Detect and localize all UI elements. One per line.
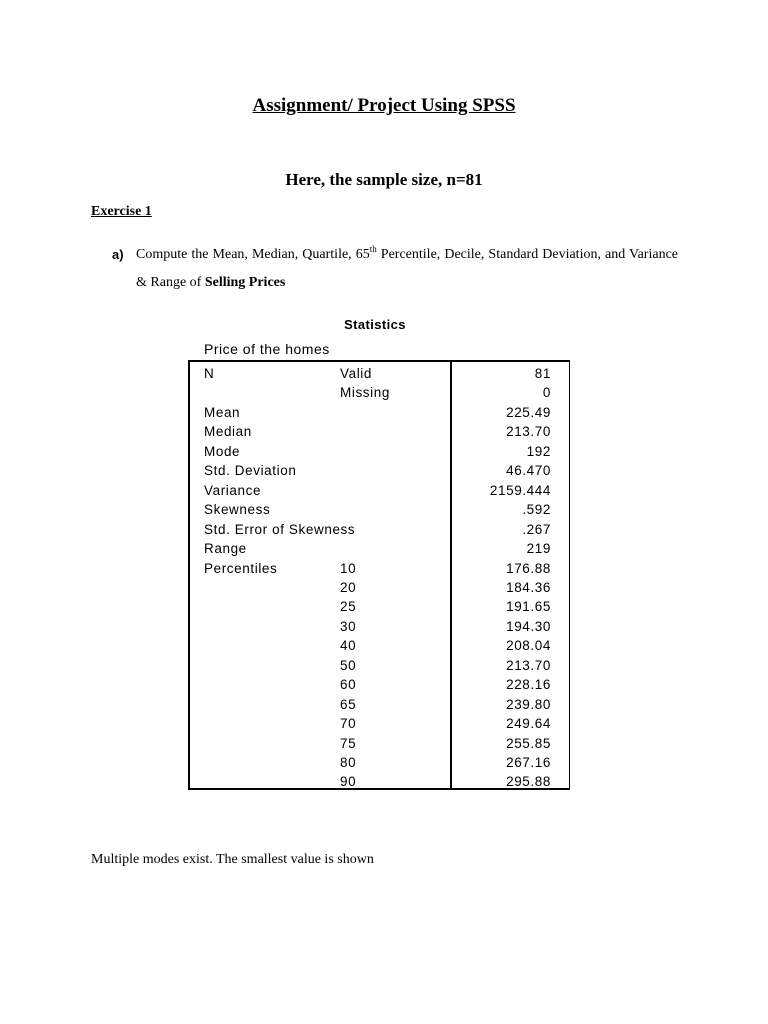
table-row	[190, 364, 569, 384]
table-row	[190, 578, 569, 598]
row-sublabel: 80	[340, 755, 357, 770]
table-row	[190, 500, 569, 520]
row-value: 249.64	[506, 716, 551, 732]
table-row	[190, 714, 569, 734]
row-sublabel: Valid	[340, 366, 373, 381]
table-row	[190, 636, 569, 656]
row-value: 255.85	[506, 735, 551, 751]
table-row	[190, 559, 569, 579]
document-title-text: Assignment/ Project Using SPSS	[252, 95, 516, 116]
row-value: 192	[526, 443, 551, 459]
statistics-table-subtitle: Price of the homes	[204, 341, 330, 357]
row-label: Percentiles	[204, 560, 278, 576]
exercise-item-a	[112, 241, 678, 297]
row-sublabel: 10	[340, 560, 357, 576]
sample-size-line: Here, the sample size, n=81	[285, 170, 483, 189]
row-value: 239.80	[506, 696, 551, 712]
item-text-superscript: th	[369, 244, 377, 254]
table-row	[190, 422, 569, 442]
row-sublabel: 40	[340, 638, 357, 654]
table-row	[190, 753, 569, 773]
row-sublabel: Missing	[340, 385, 390, 401]
row-value: 208.04	[506, 638, 551, 654]
row-value: 81	[534, 366, 551, 381]
row-label: Variance	[204, 482, 262, 498]
table-row	[190, 656, 569, 676]
row-sublabel: 90	[340, 774, 357, 790]
row-value: 191.65	[506, 599, 551, 615]
row-label: Mean	[204, 404, 241, 420]
row-label: Median	[204, 424, 252, 440]
row-value: 194.30	[506, 618, 551, 634]
row-value: 176.88	[506, 560, 551, 576]
exercise-heading: Exercise 1	[91, 204, 152, 219]
row-sublabel: 30	[340, 618, 357, 634]
row-sublabel: 70	[340, 716, 357, 732]
row-value: 2159.444	[489, 482, 551, 498]
table-row	[190, 461, 569, 481]
item-marker: a)	[112, 247, 124, 262]
row-value: 46.470	[506, 463, 551, 479]
row-value: .592	[522, 502, 551, 518]
row-value: 213.70	[506, 657, 551, 673]
row-label: Std. Deviation	[204, 463, 297, 479]
statistics-table-title: Statistics	[344, 317, 406, 332]
item-text-bold-tail: Selling Prices	[204, 275, 286, 290]
table-row	[190, 734, 569, 754]
row-value: 295.88	[506, 774, 551, 790]
table-row	[190, 383, 569, 403]
row-sublabel: 50	[340, 657, 357, 673]
row-label: Skewness	[204, 502, 271, 518]
table-row	[190, 539, 569, 559]
table-row	[190, 617, 569, 637]
row-value: 184.36	[506, 579, 551, 595]
statistics-table	[188, 360, 570, 790]
table-row	[190, 675, 569, 695]
row-value: 0	[542, 385, 551, 401]
item-text	[136, 241, 678, 297]
row-sublabel: 25	[340, 599, 357, 615]
item-text-part1: Compute the Mean, Median, Quartile, 65	[136, 247, 370, 262]
table-row	[190, 520, 569, 540]
row-label: N	[204, 366, 215, 381]
table-row	[190, 772, 569, 792]
row-label: Range	[204, 541, 247, 557]
row-sublabel: 75	[340, 735, 357, 751]
row-value: 267.16	[506, 755, 551, 770]
row-value: 228.16	[506, 677, 551, 693]
row-value: 219	[526, 541, 551, 557]
row-label: Std. Error of Skewness	[204, 521, 356, 537]
row-sublabel: 20	[340, 579, 357, 595]
table-row	[190, 403, 569, 423]
row-value: 225.49	[506, 404, 551, 420]
footnote: Multiple modes exist. The smallest value is shown	[91, 852, 374, 867]
table-row	[190, 597, 569, 617]
row-value: 213.70	[506, 424, 551, 440]
table-row	[190, 442, 569, 462]
row-sublabel: 60	[340, 677, 357, 693]
item-text-part2: Percentile, Decile, Standard Deviation, and Variance & Range of	[136, 247, 678, 290]
row-label: Mode	[204, 443, 241, 459]
table-row	[190, 481, 569, 501]
row-value: .267	[522, 521, 551, 537]
document-title	[0, 95, 768, 117]
table-row	[190, 695, 569, 715]
row-sublabel: 65	[340, 696, 357, 712]
